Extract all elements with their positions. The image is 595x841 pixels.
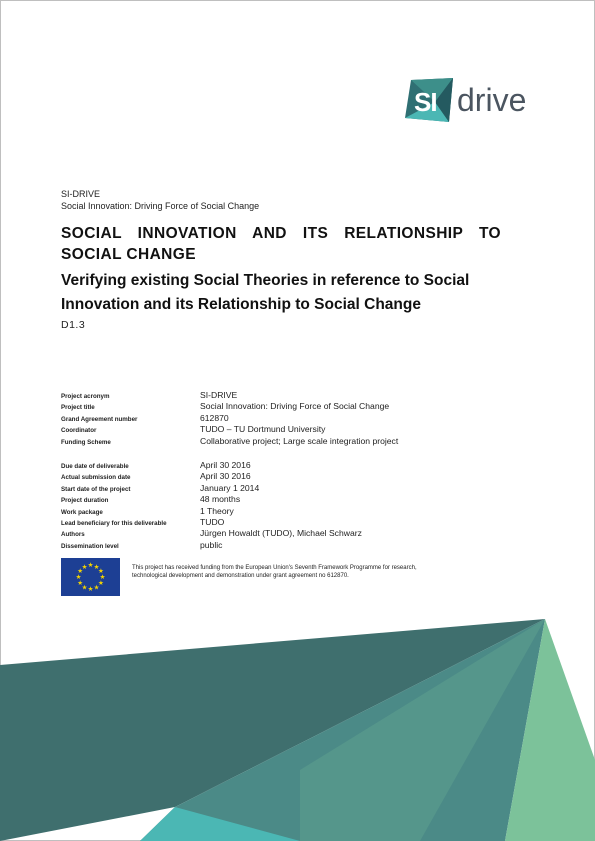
info-key: Project acronym xyxy=(61,393,110,400)
info-key: Project duration xyxy=(61,497,109,505)
info-value: Collaborative project; Large scale integration project xyxy=(200,435,399,446)
eu-star-icon: ★ xyxy=(77,568,84,576)
document-title: SOCIAL INNOVATION AND ITS RELATIONSHIP TO SOCIAL CHANGE xyxy=(61,225,501,263)
info-key: Authors xyxy=(61,531,85,539)
eu-star-icon: ★ xyxy=(81,584,88,592)
info-value: 612870 xyxy=(200,412,229,423)
eu-star-icon: ★ xyxy=(87,586,94,594)
project-short-name: SI-DRIVE xyxy=(61,189,101,199)
eu-star-icon: ★ xyxy=(99,574,106,582)
logo-mark-text: SI xyxy=(414,87,437,117)
info-key: Grand Agreement number xyxy=(61,415,138,423)
eu-star-icon: ★ xyxy=(81,563,88,571)
info-value: 1 Theory xyxy=(200,505,234,516)
info-value: January 1 2014 xyxy=(200,482,260,493)
eu-star-icon: ★ xyxy=(77,580,84,588)
document-subtitle: Verifying existing Social Theories in reference to Social Innovation and its Relationship to Social Change xyxy=(61,272,470,313)
info-key: Work package xyxy=(61,508,103,516)
eu-star-icon: ★ xyxy=(75,574,82,582)
eu-funding-line: technological development and demonstration under grant agreement no 612870. xyxy=(132,573,349,579)
info-value: TUDO xyxy=(200,516,225,527)
info-key: Actual submission date xyxy=(61,474,131,482)
info-key: Dissemination level xyxy=(61,542,119,550)
info-key: Coordinator xyxy=(61,427,97,435)
info-value: April 30 2016 xyxy=(200,471,251,482)
info-key: Due date of deliverable xyxy=(61,462,129,470)
info-value: TUDO – TU Dortmund University xyxy=(200,424,326,435)
eu-star-icon: ★ xyxy=(97,568,104,576)
info-value: 48 months xyxy=(200,494,241,505)
project-long-name: Social Innovation: Driving Force of Social Change xyxy=(61,201,260,211)
info-value: SI-DRIVE xyxy=(200,390,238,400)
deliverable-number: D1.3 xyxy=(61,319,86,331)
info-key: Start date of the project xyxy=(61,485,131,493)
info-key: Project title xyxy=(61,404,95,412)
eu-star-icon: ★ xyxy=(93,584,100,592)
info-value: Jürgen Howaldt (TUDO), Michael Schwarz xyxy=(200,528,362,539)
info-key: Funding Scheme xyxy=(61,438,111,446)
logo-word: drive xyxy=(457,82,527,118)
eu-star-icon: ★ xyxy=(93,563,100,571)
info-key: Lead beneficiary for this deliverable xyxy=(61,519,167,527)
eu-funding-line: This project has received funding from the European Union's Seventh Framework Programme for research, xyxy=(132,565,417,571)
eu-star-icon: ★ xyxy=(97,580,104,588)
info-value: Social Innovation: Driving Force of Social Change xyxy=(200,401,390,412)
eu-star-icon: ★ xyxy=(87,562,94,570)
info-value: April 30 2016 xyxy=(200,459,251,470)
info-value: public xyxy=(200,539,223,550)
